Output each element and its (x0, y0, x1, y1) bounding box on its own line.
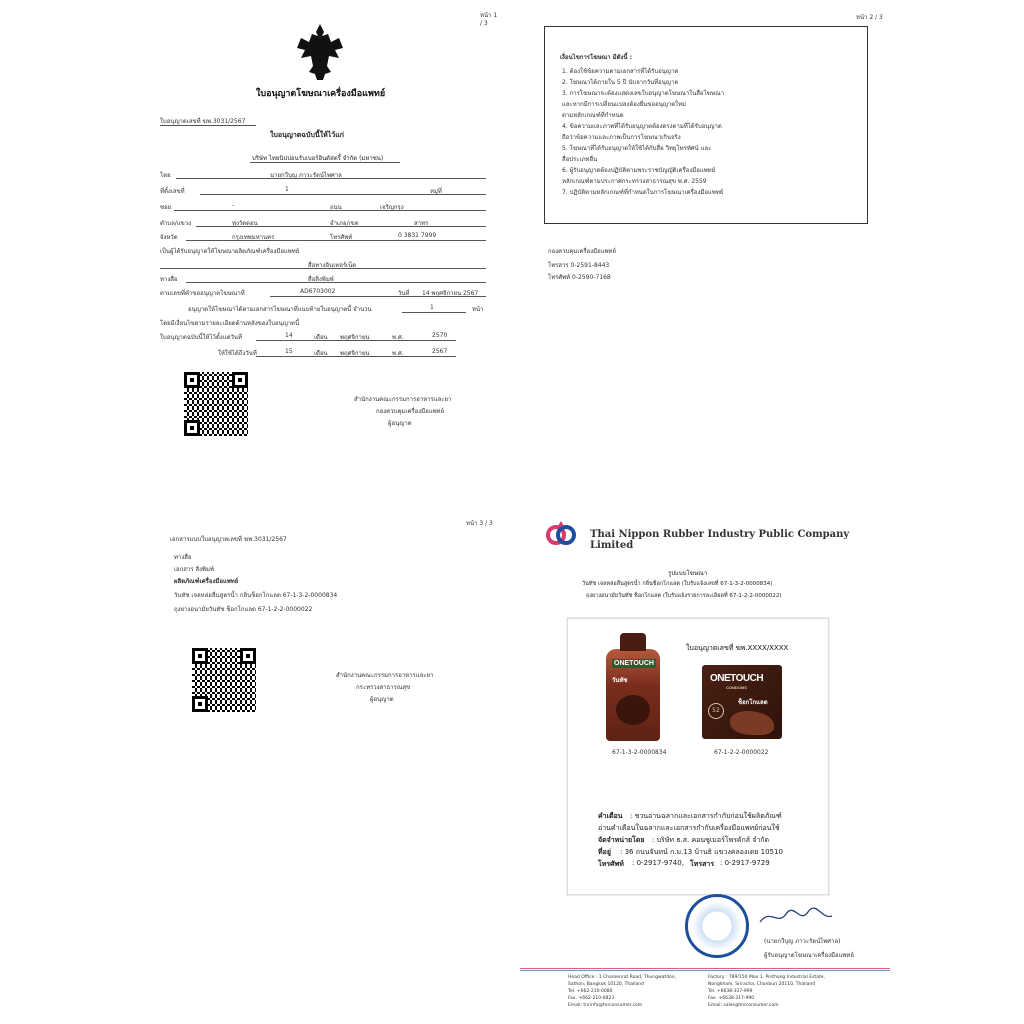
product-code-1: 67-1-3-2-0000834 (612, 749, 667, 756)
condition-item: 2. โฆษณาได้ภายใน 5 ปี นับจากวันที่อนุญาต (562, 79, 679, 86)
condition-item: 6. ผู้รับอนุญาตต้องปฏิบัติตามพระราชบัญญัติเครื่องมือแพทย์ (562, 167, 716, 174)
company-logo-icon (544, 518, 578, 552)
page-count-line: อนุญาตให้โฆษณาได้ตามเอกสารโฆษณาที่แนบท้ายใบอนุญาตนี้ จำนวน (188, 306, 372, 313)
footer-head-office-2: Sathon, Bangkok 10120, Thailand (568, 982, 644, 987)
province-label: จังหวัด (160, 234, 178, 241)
condition-item: ตามหลักเกณฑ์ที่กำหนด (562, 112, 624, 119)
contact-office: กองควบคุมเครื่องมือแพทย์ (548, 248, 616, 255)
signer-office: สำนักงานคณะกรรมการอาหารและยา (354, 396, 452, 403)
date-label: วันที่ (398, 290, 410, 297)
page-count-unit: หน้า (472, 306, 484, 313)
chocolate-image (616, 695, 650, 725)
product-1: วันทัช เจลหล่อลื่นสูตรน้ำ กลิ่นช็อกโกแลต 67-1-3-2-0000834 (174, 592, 338, 599)
advertisement-page (520, 512, 890, 1017)
valid-year-label: พ.ศ. (392, 334, 404, 341)
lubricant-tube (606, 649, 660, 741)
warning-text-1: : ชวนอ่านฉลากและเอกสารกำกับก่อนใช้ผลิตภัณฑ์ (630, 812, 782, 820)
ad-subtitle-1: วันทัช เจลหล่อลื่นสูตรน้ำ กลิ่นช็อกโกแลต (ใบรับแจ้งเลขที่ 67-1-3-2-0000834) (582, 581, 773, 587)
product-code-2: 67-1-2-2-0000022 (714, 749, 769, 756)
permit-line: เป็นผู้ได้รับอนุญาตให้โฆษณาผลิตภัณฑ์เครื่องมือแพทย์ (160, 248, 300, 255)
footer-head-office-3: Tel. +662-210-0080 (568, 989, 613, 994)
product-label: ผลิตภัณฑ์เครื่องมือแพทย์ (174, 578, 239, 585)
distributor-label: จัดจำหน่ายโดย (598, 836, 645, 844)
pack-brand: ONETOUCH (710, 673, 764, 684)
contact-phone: โทรศัพท์ 0-2590-7168 (548, 274, 611, 281)
page-number: หน้า 2 / 3 (856, 14, 883, 21)
tel-value: : 0-2917-9740, (632, 859, 684, 867)
valid-from-label: ใบอนุญาตฉบับนี้ให้ไว้ตั้งแต่วันที่ (160, 334, 242, 341)
ad-subtitle-2: ถุงยางอนามัยวันทัช ช็อกโกแลต (ใบรับแจ้งรายการละเอียดที่ 67-1-2-2-0000022) (586, 593, 782, 599)
license-title: ใบอนุญาตโฆษณาเครื่องมือแพทย์ (256, 89, 386, 99)
company-seal-icon (685, 894, 749, 958)
request-ref-label: ตามเลขที่คำขออนุญาตโฆษณาที่ (160, 290, 245, 297)
fax-value: : 0-2917-9729 (720, 859, 770, 867)
soi-label: ซอย (160, 204, 172, 211)
page-number: หน้า 3 / 3 (466, 520, 493, 527)
license-number: ใบอนุญาตเลขที่ ฆพ.3031/2567 (160, 118, 246, 125)
garuda-emblem-icon (295, 22, 345, 82)
footer-divider (520, 968, 890, 971)
district-label: อำเภอ/เขต (330, 220, 359, 227)
pack-label: ช็อกโกแลต (738, 700, 768, 706)
condition-item: 3. การโฆษณาจะต้องแสดงเลขใบอนุญาตโฆษณาในสื่อโฆษณา (562, 90, 725, 97)
pack-subtitle: CONDOMS (726, 685, 747, 690)
footer-factory-4: Fax. +6638-317-990 (708, 996, 755, 1001)
company-name: บริษัท ไทยนิปปอนรับเบอร์อินดัสตรี้ จำกัด (มหาชน) (252, 155, 384, 162)
condition-item: สื่อประเภทอื่น (562, 156, 598, 163)
condom-pack (702, 665, 782, 739)
valid-until-year: 2567 (432, 348, 448, 355)
footer-factory-1: Factory : 789/150 Moo 1, Pinthong Industrial Estate, (708, 975, 825, 980)
conditions-list (562, 66, 724, 198)
issued-to-label: ใบอนุญาตฉบับนี้ให้ไว้แก่ (270, 131, 344, 139)
license-page-1 (140, 8, 500, 464)
ad-license-number: ใบอนุญาตเลขที่ ฆพ.XXXX/XXXX (686, 644, 789, 652)
phone-value: 0 3831 7999 (398, 232, 437, 239)
footer-factory-5: Email: sales@tnrconsumer.com (708, 1003, 779, 1008)
conditions-title: เงื่อนไขการโฆษณา มีดังนี้ : (560, 54, 633, 61)
tube-label: วันทัช (612, 678, 628, 684)
warning-title: คำเตือน (598, 812, 623, 820)
condition-item: 1. ต้องใช้ข้อความตามเอกสารที่ได้รับอนุญาต (562, 68, 679, 75)
condition-line: โดยมีเงื่อนไขตามรายละเอียดด้านหลังของใบอนุญาตนี้ (160, 320, 300, 327)
by-value: นายกวีบุญ ภาวะรัตน์ไพศาล (270, 172, 342, 179)
via-value: สื่อสิ่งพิมพ์ (308, 276, 334, 283)
signer-role: ผู้อนุญาต (370, 696, 394, 703)
media-value: สื่อทางอินเทอร์เน็ต (308, 262, 357, 269)
address-label: ที่อยู่ (598, 848, 611, 856)
tel-label: โทรศัพท์ (598, 860, 624, 868)
footer-head-office-5: Email: tnrinfo@tnrconsumer.com (568, 1003, 643, 1008)
media-label: ทางสื่อ (174, 554, 192, 561)
address-value: : 36 ถนนจันทน์ ก.ม.13 บ้านธิ แขวงคลองเตย 10510 (620, 848, 783, 856)
ad-artwork (567, 618, 829, 895)
valid-until-label: ให้ใช้ได้ถึงวันที่ (218, 350, 257, 357)
valid-from-year: 2570 (432, 332, 448, 339)
tube-brand: ONETOUCH (614, 660, 654, 667)
signature-icon (756, 904, 836, 930)
company-name: Thai Nippon Rubber Industry Public Company Limited (590, 529, 850, 551)
license-page-3 (140, 512, 500, 732)
by-label: โดย (160, 172, 171, 179)
until-year-label: พ.ศ. (392, 350, 404, 357)
until-month-label: เดือน (314, 350, 328, 357)
valid-month-label: เดือน (314, 334, 328, 341)
signer-role: ผู้รับอนุญาตโฆษณาเครื่องมือแพทย์ (764, 952, 854, 959)
district-value: สาทร (414, 220, 429, 227)
date-value: 14 พฤศจิกายน 2567 (422, 290, 479, 297)
ad-heading: รูปแบบโฆษณา (668, 570, 708, 577)
condition-item: และหากมีการเปลี่ยนแปลงต้องยื่นขออนุญาตใหม่ (562, 101, 687, 108)
condition-item: 4. ข้อความและภาพที่ได้รับอนุญาตต้องตรงตามที่ได้รับอนุญาต (562, 123, 722, 130)
footer-factory-3: Tel. +6638-317-999 (708, 989, 753, 994)
address-label: ที่ตั้งเลขที่ (160, 188, 185, 195)
signer-name: กองควบคุมเครื่องมือแพทย์ (376, 408, 444, 415)
distributor-value: : บริษัท ธ.ส. คอนซูเมอร์โพรดักส์ จำกัด (652, 836, 770, 844)
license-page-2 (540, 8, 890, 308)
subdistrict-value: ทุ่งวัดดอน (232, 220, 258, 227)
size-badge: 52 (708, 703, 724, 719)
subdistrict-label: ตำบล/แขวง (160, 220, 192, 227)
qr-code-icon (192, 648, 256, 712)
product-2: ถุงยางอนามัยวันทัช ช็อกโกแลต 67-1-2-2-0000022 (174, 606, 313, 613)
contact-fax: โทรสาร 0-2591-8443 (548, 262, 610, 269)
valid-until-month: พฤศจิกายน (340, 350, 370, 357)
address-value: 1 (285, 186, 289, 193)
fax-label: โทรสาร (690, 860, 715, 868)
footer-head-office-4: Fax. +662-210-0823 (568, 996, 615, 1001)
chocolate-image (730, 711, 774, 735)
request-ref-value: AD6703002 (300, 288, 336, 295)
footer-factory-2: Nongkham, Sriracha, Chonburi 20110, Thailand (708, 982, 816, 987)
road-value: เจริญกรุง (380, 204, 404, 211)
via-label: ทางสื่อ (160, 276, 178, 283)
page-count-value: 1 (430, 304, 434, 311)
moo-label: หมู่ที่ (430, 188, 442, 195)
valid-from-day: 14 (285, 332, 293, 339)
signer-name: กระทรวงสาธารณสุข (356, 684, 411, 691)
qr-code-icon (184, 372, 248, 436)
condition-item: 5. โฆษณาที่ได้รับอนุญาตให้ใช้ได้กับสื่อ วิทยุโทรทัศน์ และ (562, 145, 712, 152)
soi-value: - (232, 202, 235, 209)
signer-office: สำนักงานคณะกรรมการอาหารและยา (336, 672, 434, 679)
condition-item: หลักเกณฑ์ตามประกาศกระทรวงสาธารณสุข พ.ศ. 2559 (562, 178, 707, 185)
page-number: หน้า 1 / 3 (480, 12, 498, 27)
phone-label: โทรศัพท์ (330, 234, 353, 241)
valid-from-month: พฤศจิกายน (340, 334, 370, 341)
signer-role: ผู้อนุญาต (388, 420, 412, 427)
warning-text-2: อ่านคำเตือนในฉลากและเอกสารกำกับเครื่องมือแพทย์ก่อนใช้ (598, 824, 780, 832)
condition-item: 7. ปฏิบัติตามหลักเกณฑ์ที่กำหนดในการโฆษณาเครื่องมือแพทย์ (562, 189, 724, 196)
province-value: กรุงเทพมหานคร (232, 234, 275, 241)
condition-item: ถือว่าข้อความและภาพเป็นการโฆษณาเกินจริง (562, 134, 681, 141)
signer-name: (นายกวีบุญ ภาวะรัตน์ไพศาล) (764, 938, 841, 945)
road-label: ถนน (330, 204, 342, 211)
media-value: เอกสาร สิ่งพิมพ์ (174, 566, 214, 573)
footer-head-office-1: Head Office : 1 Charoenrat Road, Thungwatdon, (568, 975, 677, 980)
attachment-license-number: เอกสารแนบใบอนุญาตเลขที่ ฆพ.3031/2567 (170, 536, 287, 543)
valid-until-day: 15 (285, 348, 293, 355)
